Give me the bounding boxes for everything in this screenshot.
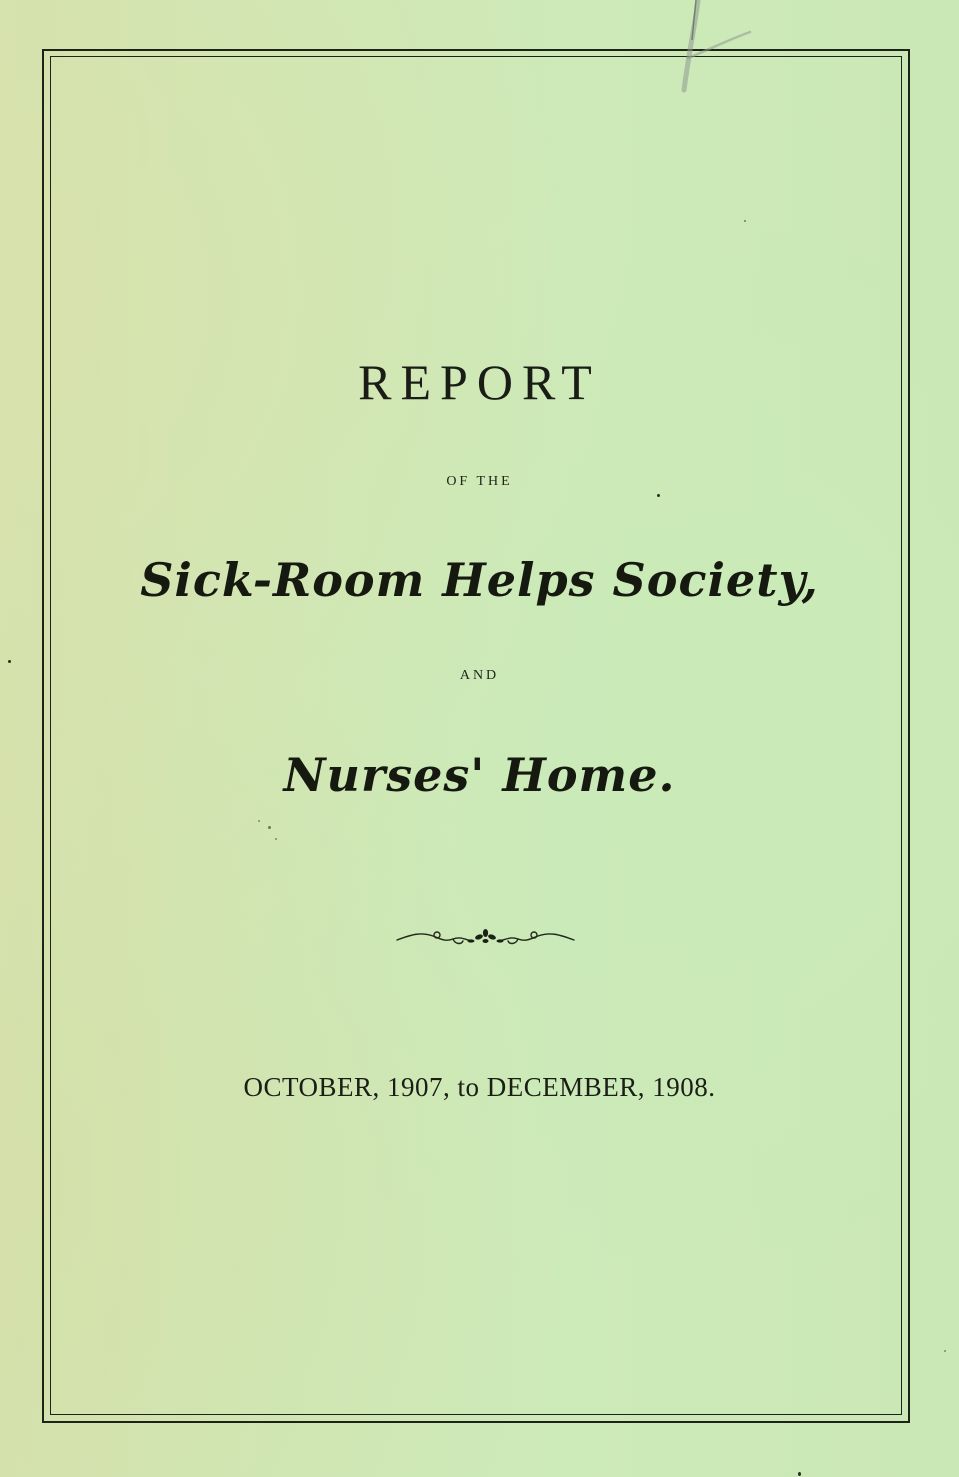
pencil-mark-icon bbox=[668, 0, 758, 95]
paper-speck bbox=[258, 820, 260, 822]
and-text: AND bbox=[459, 668, 500, 683]
paper-speck bbox=[744, 220, 746, 222]
ornament-flourish-icon bbox=[393, 924, 578, 950]
inner-border-frame bbox=[50, 56, 902, 1415]
report-period: OCTOBER, 1907, to DECEMBER, 1908. bbox=[243, 1072, 716, 1102]
paper-speck bbox=[657, 494, 660, 497]
paper-speck bbox=[275, 838, 277, 840]
paper-speck bbox=[798, 1472, 801, 1476]
paper-speck bbox=[944, 1350, 946, 1352]
paper-speck bbox=[8, 660, 11, 663]
of-the-text: OF THE bbox=[446, 474, 513, 489]
paper-speck bbox=[268, 826, 271, 829]
report-title: REPORT bbox=[358, 354, 601, 410]
nurses-home-name: Nurses' Home. bbox=[283, 748, 676, 802]
society-name: Sick-Room Helps Society, bbox=[140, 553, 819, 607]
